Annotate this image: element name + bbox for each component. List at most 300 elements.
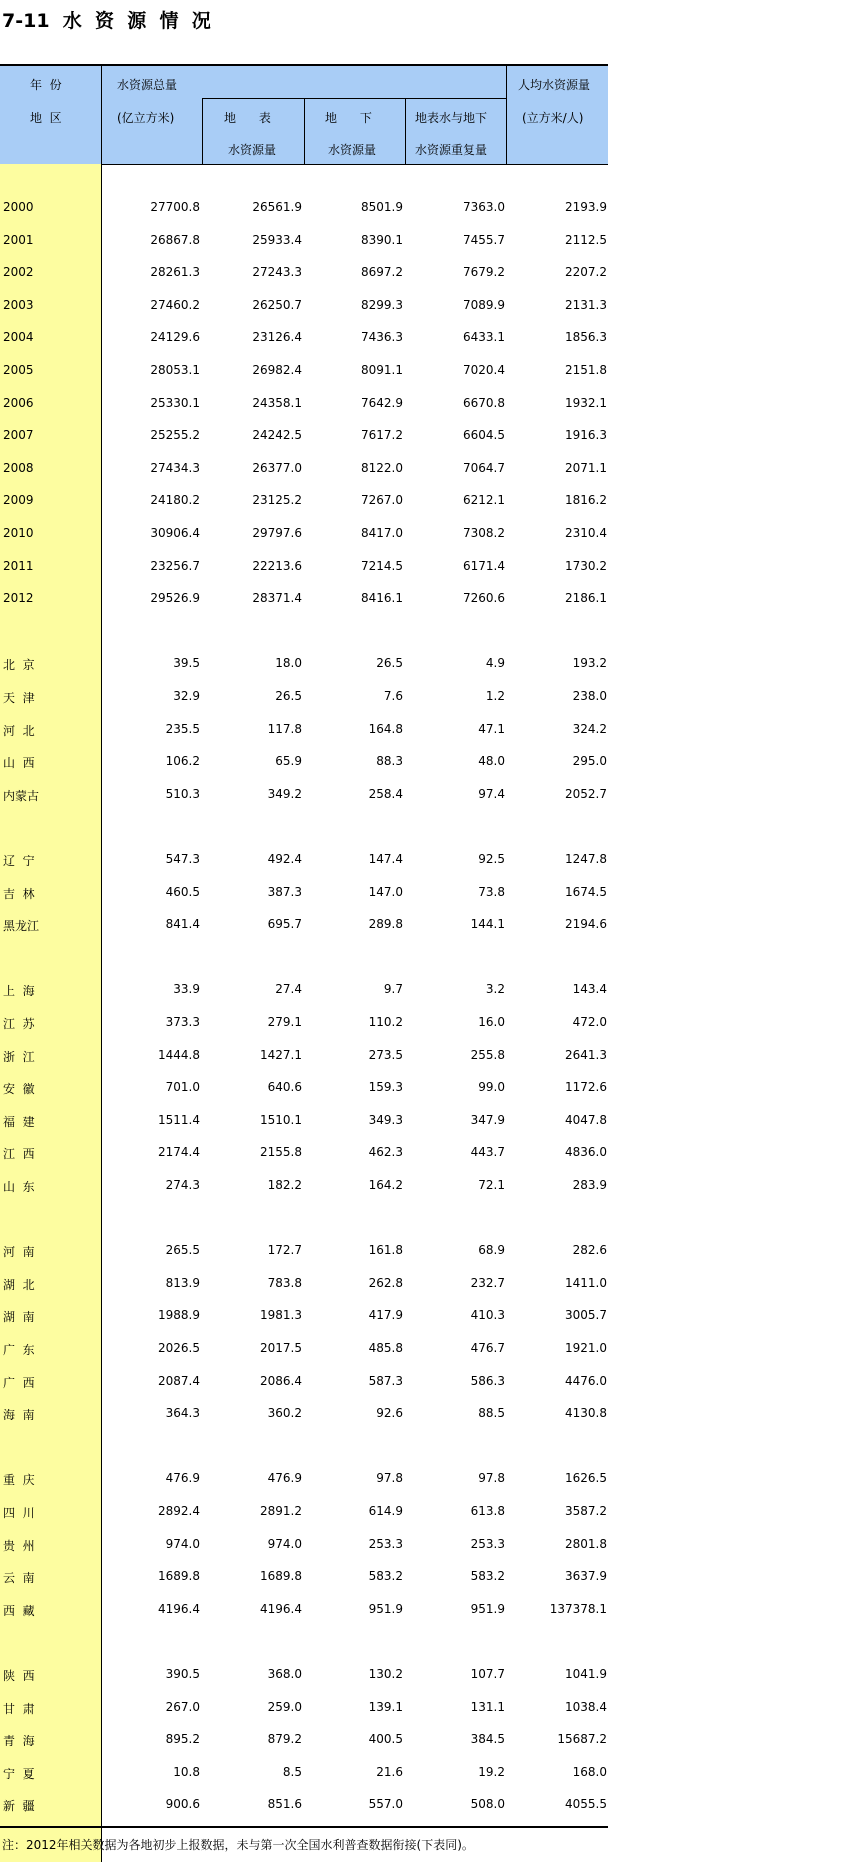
- cell-value: 117.8: [267, 722, 302, 736]
- cell-value: 583.2: [368, 1569, 403, 1583]
- header-overlap-sub: 水资源重复量: [415, 143, 488, 157]
- row-label: 2010: [3, 526, 34, 540]
- row-label: 天 津: [3, 691, 35, 705]
- cell-value: 387.3: [267, 885, 302, 899]
- row-label: 2007: [3, 428, 34, 442]
- cell-value: 144.1: [470, 917, 505, 931]
- cell-value: 1932.1: [565, 396, 607, 410]
- cell-value: 6171.4: [463, 559, 505, 573]
- table-row: [0, 1046, 608, 1066]
- row-label: 江 西: [3, 1147, 35, 1161]
- table-row: [0, 426, 608, 446]
- row-label: 云 南: [3, 1571, 35, 1585]
- cell-value: 22213.6: [252, 559, 302, 573]
- cell-value: 97.8: [478, 1471, 505, 1485]
- cell-value: 1921.0: [565, 1341, 607, 1355]
- header-surface-sub: 水资源量: [228, 143, 277, 157]
- cell-value: 614.9: [368, 1504, 403, 1518]
- cell-value: 73.8: [478, 885, 505, 899]
- row-label: 河 南: [3, 1245, 35, 1259]
- cell-value: 29797.6: [252, 526, 302, 540]
- cell-value: 1411.0: [565, 1276, 607, 1290]
- cell-value: 8417.0: [361, 526, 403, 540]
- table-row: [0, 1665, 608, 1685]
- cell-value: 147.4: [368, 852, 403, 866]
- cell-value: 1041.9: [565, 1667, 607, 1681]
- cell-value: 8390.1: [361, 233, 403, 247]
- cell-value: 159.3: [368, 1080, 403, 1094]
- cell-value: 26982.4: [252, 363, 302, 377]
- cell-value: 2017.5: [260, 1341, 302, 1355]
- cell-value: 110.2: [368, 1015, 403, 1029]
- col-divider-5: [506, 66, 507, 164]
- cell-value: 2310.4: [565, 526, 607, 540]
- cell-value: 25255.2: [150, 428, 200, 442]
- cell-value: 7260.6: [463, 591, 505, 605]
- cell-value: 88.5: [478, 1406, 505, 1420]
- cell-value: 384.5: [470, 1732, 505, 1746]
- cell-value: 349.3: [368, 1113, 403, 1127]
- cell-value: 25330.1: [150, 396, 200, 410]
- table-row: [0, 1306, 608, 1326]
- cell-value: 460.5: [165, 885, 200, 899]
- row-label: 2003: [3, 298, 34, 312]
- table-row: [0, 589, 608, 609]
- row-label: 贵 州: [3, 1539, 35, 1553]
- cell-value: 7455.7: [463, 233, 505, 247]
- cell-value: 360.2: [267, 1406, 302, 1420]
- table-row: [0, 1274, 608, 1294]
- cell-value: 400.5: [368, 1732, 403, 1746]
- row-label: 北 京: [3, 658, 35, 672]
- header-percapita-label: 人均水资源量: [518, 78, 591, 92]
- row-label: 山 东: [3, 1180, 35, 1194]
- cell-value: 39.5: [173, 656, 200, 670]
- row-label: 福 建: [3, 1115, 35, 1129]
- cell-value: 8091.1: [361, 363, 403, 377]
- cell-value: 547.3: [165, 852, 200, 866]
- table-row: [0, 1143, 608, 1163]
- cell-value: 6604.5: [463, 428, 505, 442]
- table-row: [0, 394, 608, 414]
- cell-value: 443.7: [470, 1145, 505, 1159]
- cell-value: 879.2: [267, 1732, 302, 1746]
- header-ground-label: 地 下: [325, 111, 372, 125]
- cell-value: 3005.7: [565, 1308, 607, 1322]
- cell-value: 2174.4: [158, 1145, 200, 1159]
- table-row: [0, 915, 608, 935]
- cell-value: 8697.2: [361, 265, 403, 279]
- cell-value: 7642.9: [361, 396, 403, 410]
- cell-value: 107.7: [470, 1667, 505, 1681]
- table-row: [0, 361, 608, 381]
- cell-value: 7436.3: [361, 330, 403, 344]
- cell-value: 15687.2: [557, 1732, 607, 1746]
- cell-value: 1988.9: [158, 1308, 200, 1322]
- cell-value: 106.2: [165, 754, 200, 768]
- cell-value: 27700.8: [150, 200, 200, 214]
- table-row: [0, 1698, 608, 1718]
- cell-value: 26.5: [376, 656, 403, 670]
- table-row: [0, 1176, 608, 1196]
- cell-value: 19.2: [478, 1765, 505, 1779]
- row-label: 浙 江: [3, 1050, 35, 1064]
- cell-value: 7064.7: [463, 461, 505, 475]
- cell-value: 4196.4: [158, 1602, 200, 1616]
- cell-value: 974.0: [165, 1537, 200, 1551]
- row-label: 2004: [3, 330, 34, 344]
- cell-value: 1916.3: [565, 428, 607, 442]
- cell-value: 2151.8: [565, 363, 607, 377]
- table-row: [0, 524, 608, 544]
- cell-value: 1038.4: [565, 1700, 607, 1714]
- cell-value: 32.9: [173, 689, 200, 703]
- cell-value: 347.9: [470, 1113, 505, 1127]
- cell-value: 164.2: [368, 1178, 403, 1192]
- cell-value: 274.3: [165, 1178, 200, 1192]
- row-label: 河 北: [3, 724, 35, 738]
- table-row: [0, 980, 608, 1000]
- row-label: 海 南: [3, 1408, 35, 1422]
- cell-value: 1689.8: [260, 1569, 302, 1583]
- cell-value: 349.2: [267, 787, 302, 801]
- table-row: [0, 687, 608, 707]
- header-total-unit: (亿立方米): [117, 111, 175, 125]
- cell-value: 2801.8: [565, 1537, 607, 1551]
- table-row: [0, 1339, 608, 1359]
- table-row: [0, 1111, 608, 1131]
- cell-value: 48.0: [478, 754, 505, 768]
- cell-value: 410.3: [470, 1308, 505, 1322]
- cell-value: 182.2: [267, 1178, 302, 1192]
- cell-value: 24358.1: [252, 396, 302, 410]
- cell-value: 8299.3: [361, 298, 403, 312]
- cell-value: 97.8: [376, 1471, 403, 1485]
- cell-value: 282.6: [572, 1243, 607, 1257]
- table-bottom-rule: [0, 1826, 608, 1828]
- table-row: [0, 263, 608, 283]
- cell-value: 4047.8: [565, 1113, 607, 1127]
- cell-value: 3.2: [485, 982, 505, 996]
- cell-value: 586.3: [470, 1374, 505, 1388]
- row-label: 青 海: [3, 1734, 35, 1748]
- header-region-label: 地 区: [30, 111, 62, 125]
- cell-value: 25933.4: [252, 233, 302, 247]
- row-label: 2011: [3, 559, 34, 573]
- cell-value: 583.2: [470, 1569, 505, 1583]
- cell-value: 900.6: [165, 1797, 200, 1811]
- table-row: [0, 1730, 608, 1750]
- cell-value: 7020.4: [463, 363, 505, 377]
- cell-value: 21.6: [376, 1765, 403, 1779]
- cell-value: 1444.8: [158, 1048, 200, 1062]
- cell-value: 28053.1: [150, 363, 200, 377]
- row-label: 吉 林: [3, 887, 35, 901]
- row-label: 甘 肃: [3, 1702, 35, 1716]
- cell-value: 68.9: [478, 1243, 505, 1257]
- row-label: 西 藏: [3, 1604, 35, 1618]
- cell-value: 24242.5: [252, 428, 302, 442]
- cell-value: 26377.0: [252, 461, 302, 475]
- cell-value: 7089.9: [463, 298, 505, 312]
- cell-value: 33.9: [173, 982, 200, 996]
- cell-value: 2087.4: [158, 1374, 200, 1388]
- row-label: 上 海: [3, 984, 35, 998]
- table-row: [0, 1502, 608, 1522]
- cell-value: 3637.9: [565, 1569, 607, 1583]
- cell-value: 472.0: [572, 1015, 607, 1029]
- cell-value: 99.0: [478, 1080, 505, 1094]
- cell-value: 26.5: [275, 689, 302, 703]
- cell-value: 3587.2: [565, 1504, 607, 1518]
- row-label: 安 徽: [3, 1082, 35, 1096]
- cell-value: 324.2: [572, 722, 607, 736]
- cell-value: 1.2: [485, 689, 505, 703]
- cell-value: 2112.5: [565, 233, 607, 247]
- cell-value: 23125.2: [252, 493, 302, 507]
- cell-value: 1816.2: [565, 493, 607, 507]
- cell-value: 895.2: [165, 1732, 200, 1746]
- row-label: 江 苏: [3, 1017, 35, 1031]
- cell-value: 23126.4: [252, 330, 302, 344]
- cell-value: 485.8: [368, 1341, 403, 1355]
- cell-value: 1511.4: [158, 1113, 200, 1127]
- cell-value: 2891.2: [260, 1504, 302, 1518]
- cell-value: 24129.6: [150, 330, 200, 344]
- cell-value: 172.7: [267, 1243, 302, 1257]
- row-label: 2009: [3, 493, 34, 507]
- cell-value: 4.9: [485, 656, 505, 670]
- cell-value: 267.0: [165, 1700, 200, 1714]
- table-row: [0, 296, 608, 316]
- row-label: 内蒙古: [3, 789, 40, 803]
- cell-value: 851.6: [267, 1797, 302, 1811]
- cell-value: 783.8: [267, 1276, 302, 1290]
- table-row: [0, 557, 608, 577]
- cell-value: 974.0: [267, 1537, 302, 1551]
- table-row: [0, 198, 608, 218]
- cell-value: 26867.8: [150, 233, 200, 247]
- cell-value: 262.8: [368, 1276, 403, 1290]
- cell-value: 4055.5: [565, 1797, 607, 1811]
- cell-value: 492.4: [267, 852, 302, 866]
- header-rule-mid: [202, 98, 506, 99]
- cell-value: 279.1: [267, 1015, 302, 1029]
- cell-value: 47.1: [478, 722, 505, 736]
- row-label: 山 西: [3, 756, 35, 770]
- cell-value: 28261.3: [150, 265, 200, 279]
- cell-value: 7267.0: [361, 493, 403, 507]
- header-ground-sub: 水资源量: [328, 143, 377, 157]
- cell-value: 273.5: [368, 1048, 403, 1062]
- cell-value: 1981.3: [260, 1308, 302, 1322]
- cell-value: 1626.5: [565, 1471, 607, 1485]
- cell-value: 137378.1: [549, 1602, 607, 1616]
- row-label: 2001: [3, 233, 34, 247]
- cell-value: 27243.3: [252, 265, 302, 279]
- cell-value: 26561.9: [252, 200, 302, 214]
- row-label: 广 东: [3, 1343, 35, 1357]
- cell-value: 2194.6: [565, 917, 607, 931]
- row-label: 重 庆: [3, 1473, 35, 1487]
- cell-value: 6670.8: [463, 396, 505, 410]
- cell-value: 143.4: [572, 982, 607, 996]
- cell-value: 951.9: [368, 1602, 403, 1616]
- cell-value: 253.3: [470, 1537, 505, 1551]
- cell-value: 1510.1: [260, 1113, 302, 1127]
- cell-value: 462.3: [368, 1145, 403, 1159]
- row-label: 湖 北: [3, 1278, 35, 1292]
- cell-value: 2186.1: [565, 591, 607, 605]
- table-row: [0, 720, 608, 740]
- table-row: [0, 1241, 608, 1261]
- cell-value: 27.4: [275, 982, 302, 996]
- cell-value: 4836.0: [565, 1145, 607, 1159]
- table-row: [0, 1078, 608, 1098]
- row-label: 辽 宁: [3, 854, 35, 868]
- cell-value: 23256.7: [150, 559, 200, 573]
- cell-value: 6212.1: [463, 493, 505, 507]
- cell-value: 364.3: [165, 1406, 200, 1420]
- table-row: [0, 1469, 608, 1489]
- cell-value: 97.4: [478, 787, 505, 801]
- cell-value: 587.3: [368, 1374, 403, 1388]
- cell-value: 1856.3: [565, 330, 607, 344]
- cell-value: 7679.2: [463, 265, 505, 279]
- cell-value: 476.9: [165, 1471, 200, 1485]
- cell-value: 168.0: [572, 1765, 607, 1779]
- cell-value: 265.5: [165, 1243, 200, 1257]
- cell-value: 289.8: [368, 917, 403, 931]
- cell-value: 2131.3: [565, 298, 607, 312]
- cell-value: 24180.2: [150, 493, 200, 507]
- cell-value: 164.8: [368, 722, 403, 736]
- header-surface-label: 地 表: [224, 111, 271, 125]
- table-row: [0, 459, 608, 479]
- table-row: [0, 654, 608, 674]
- table-row: [0, 1013, 608, 1033]
- cell-value: 1674.5: [565, 885, 607, 899]
- cell-value: 27434.3: [150, 461, 200, 475]
- cell-value: 640.6: [267, 1080, 302, 1094]
- table-row: [0, 883, 608, 903]
- cell-value: 7308.2: [463, 526, 505, 540]
- cell-value: 510.3: [165, 787, 200, 801]
- cell-value: 373.3: [165, 1015, 200, 1029]
- cell-value: 695.7: [267, 917, 302, 931]
- row-label: 宁 夏: [3, 1767, 35, 1781]
- table-row: [0, 491, 608, 511]
- cell-value: 7617.2: [361, 428, 403, 442]
- cell-value: 4130.8: [565, 1406, 607, 1420]
- row-label: 2002: [3, 265, 34, 279]
- cell-value: 1730.2: [565, 559, 607, 573]
- table-row: [0, 1795, 608, 1815]
- row-label: 陕 西: [3, 1669, 35, 1683]
- table-row: [0, 231, 608, 251]
- cell-value: 16.0: [478, 1015, 505, 1029]
- col-divider-3: [304, 98, 305, 164]
- table-row: [0, 785, 608, 805]
- table-row: [0, 752, 608, 772]
- cell-value: 253.3: [368, 1537, 403, 1551]
- row-label: 2008: [3, 461, 34, 475]
- cell-value: 1172.6: [565, 1080, 607, 1094]
- cell-value: 238.0: [572, 689, 607, 703]
- cell-value: 8416.1: [361, 591, 403, 605]
- header-percapita-unit: (立方米/人): [522, 111, 584, 125]
- cell-value: 65.9: [275, 754, 302, 768]
- cell-value: 295.0: [572, 754, 607, 768]
- cell-value: 2026.5: [158, 1341, 200, 1355]
- col-divider-2: [202, 98, 203, 164]
- cell-value: 4196.4: [260, 1602, 302, 1616]
- cell-value: 8501.9: [361, 200, 403, 214]
- footnote: 注：2012年相关数据为各地初步上报数据，未与第一次全国水利普查数据衔接(下表同)。: [2, 1838, 474, 1852]
- row-label: 湖 南: [3, 1310, 35, 1324]
- cell-value: 7214.5: [361, 559, 403, 573]
- header-year-label: 年 份: [30, 78, 62, 92]
- cell-value: 255.8: [470, 1048, 505, 1062]
- cell-value: 9.7: [383, 982, 403, 996]
- table-row: [0, 850, 608, 870]
- cell-value: 26250.7: [252, 298, 302, 312]
- page-title: 7-11 水 资 源 情 况: [2, 10, 211, 32]
- table-row: [0, 1535, 608, 1555]
- cell-value: 7.6: [383, 689, 403, 703]
- cell-value: 8.5: [282, 1765, 302, 1779]
- cell-value: 476.9: [267, 1471, 302, 1485]
- table-row: [0, 1404, 608, 1424]
- cell-value: 259.0: [267, 1700, 302, 1714]
- cell-value: 88.3: [376, 754, 403, 768]
- cell-value: 557.0: [368, 1797, 403, 1811]
- cell-value: 613.8: [470, 1504, 505, 1518]
- cell-value: 29526.9: [150, 591, 200, 605]
- header-overlap-label: 地表水与地下: [415, 111, 488, 125]
- cell-value: 92.5: [478, 852, 505, 866]
- col-divider-4: [405, 98, 406, 164]
- row-label: 2006: [3, 396, 34, 410]
- cell-value: 368.0: [267, 1667, 302, 1681]
- table-row: [0, 328, 608, 348]
- cell-value: 92.6: [376, 1406, 403, 1420]
- row-label: 黑龙江: [3, 919, 40, 933]
- cell-value: 2071.1: [565, 461, 607, 475]
- row-label: 广 西: [3, 1376, 35, 1390]
- cell-value: 951.9: [470, 1602, 505, 1616]
- cell-value: 235.5: [165, 722, 200, 736]
- cell-value: 2086.4: [260, 1374, 302, 1388]
- cell-value: 2052.7: [565, 787, 607, 801]
- row-label: 四 川: [3, 1506, 35, 1520]
- cell-value: 2155.8: [260, 1145, 302, 1159]
- cell-value: 193.2: [572, 656, 607, 670]
- table-row: [0, 1763, 608, 1783]
- cell-value: 6433.1: [463, 330, 505, 344]
- cell-value: 18.0: [275, 656, 302, 670]
- cell-value: 508.0: [470, 1797, 505, 1811]
- cell-value: 2641.3: [565, 1048, 607, 1062]
- row-label: 2000: [3, 200, 34, 214]
- cell-value: 390.5: [165, 1667, 200, 1681]
- cell-value: 701.0: [165, 1080, 200, 1094]
- cell-value: 30906.4: [150, 526, 200, 540]
- cell-value: 131.1: [470, 1700, 505, 1714]
- cell-value: 813.9: [165, 1276, 200, 1290]
- cell-value: 28371.4: [252, 591, 302, 605]
- cell-value: 258.4: [368, 787, 403, 801]
